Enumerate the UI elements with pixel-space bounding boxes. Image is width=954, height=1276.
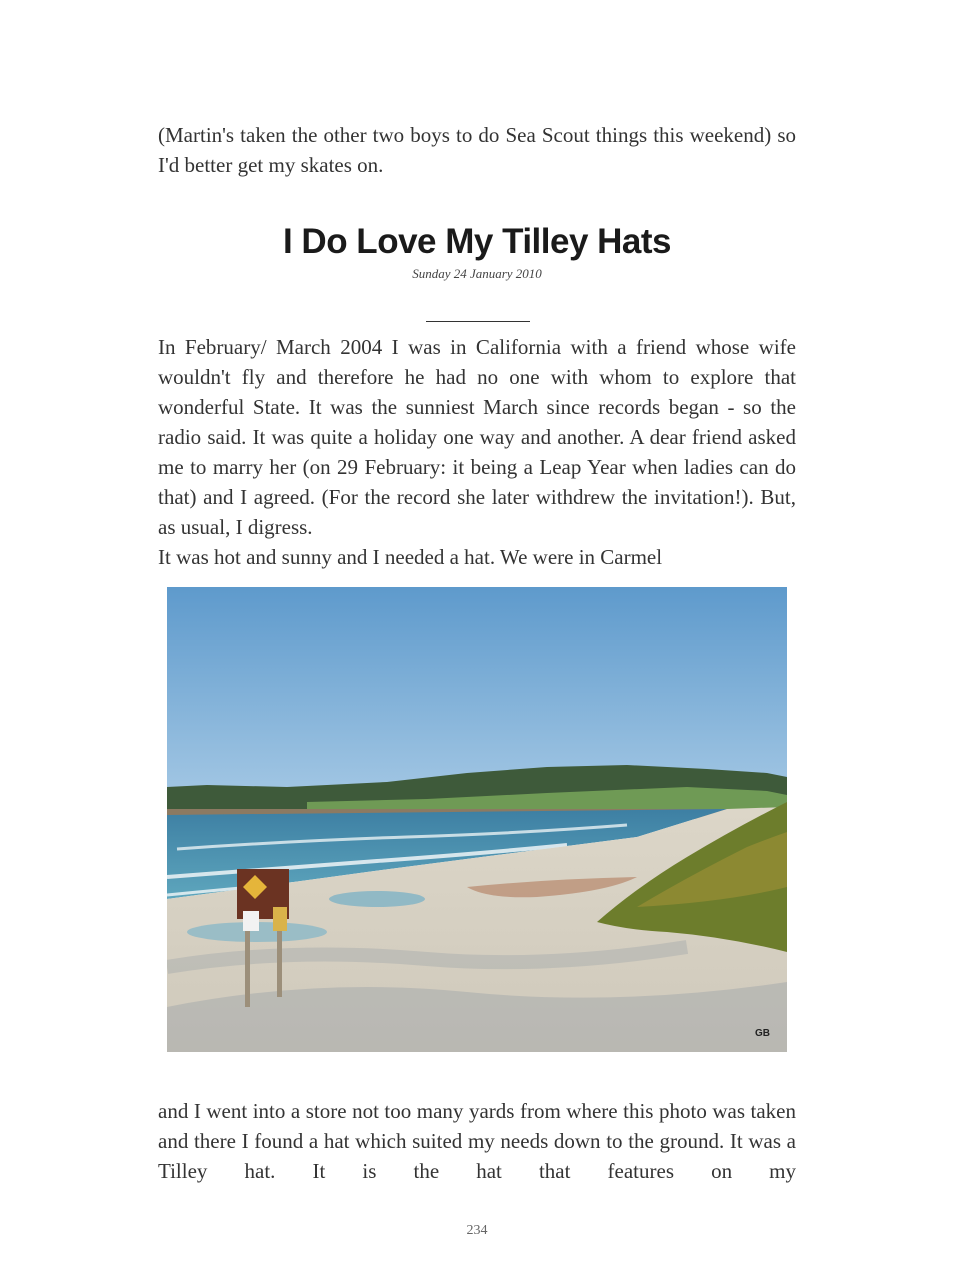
post-title: I Do Love My Tilley Hats	[282, 222, 672, 261]
intro-text	[158, 120, 796, 180]
paragraph-3: and I went into a store not too many yards from where this photo was taken and there I found a hat which suited my needs down to the ground. It was a Tilley hat. It is the hat that features on my	[158, 1099, 796, 1183]
beach-photo	[167, 587, 787, 1052]
page-number: 234	[466, 1223, 488, 1238]
paragraph-1: In February/ March 2004 I was in California with a friend whose wife wouldn't fly and therefore he had no one with whom to explore that wonderful State. It was the sunniest March since records began - so the radio said. It was quite a holiday one way and another. A dear friend asked me to marry her (on 29 February: it being a Leap Year when ladies can do that) and I agreed. (For the record she later withdrew the invitation!). But, as usual, I digress.	[158, 335, 796, 539]
paragraph-2: It was hot and sunny and I needed a hat. We were in Carmel	[158, 545, 663, 569]
post-date: Sunday 24 January 2010	[412, 266, 542, 281]
photo-watermark: GB	[755, 1028, 770, 1039]
title-divider	[426, 321, 530, 322]
post-body-top	[158, 332, 796, 572]
intro-paragraph: (Martin's taken the other two boys to do Sea Scout things this weekend) so I'd better get my skates on.	[158, 123, 796, 177]
post-body-bottom	[158, 1096, 796, 1186]
